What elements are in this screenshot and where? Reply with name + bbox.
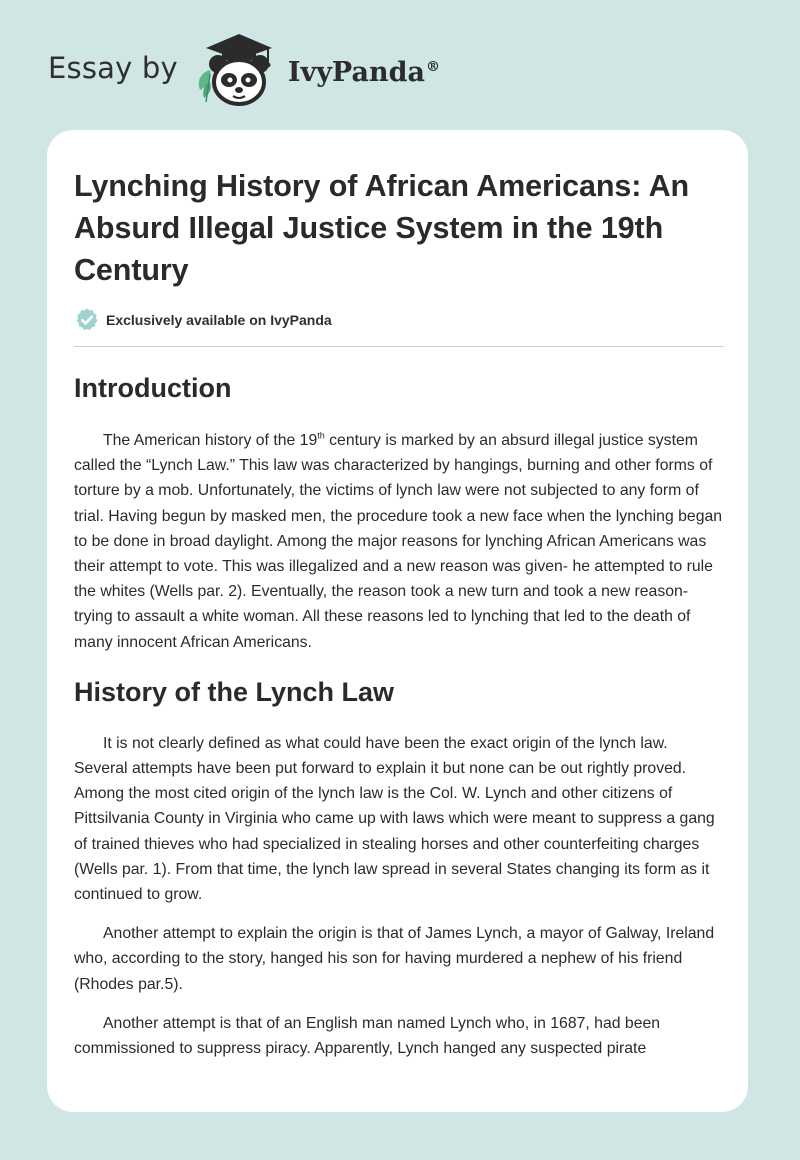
essay-card <box>47 130 748 1112</box>
section-heading-introduction: Introduction <box>74 373 232 403</box>
paragraph: The American history of the 19th century is marked by an absurd illegal justice system called the “Lynch Law.” This law was characterized by hangings, burning and other forms of torture by a mob. Unfortunately, the victims of lynch law were not subjected to any form of trial. Having begun by masked men, the procedure took a new face when the lynching began to be done in broad daylight. Among the major reasons for lynching African Americans was their attempt to vote. This was illegalized and a new reason was given- he attempted to rule the whites (Wells par. 2). Eventually, the reason took a new turn and took a new reason- trying to assault a white woman. All these reasons led to lynching that led to the death of many innocent African Americans. <box>74 430 723 651</box>
registered-mark: ® <box>425 58 440 75</box>
ivypanda-logo-text[interactable]: IvyPanda® <box>287 56 440 88</box>
site-header <box>48 30 440 110</box>
exclusive-label: Exclusively available on IvyPanda <box>106 312 332 328</box>
paragraph: It is not clearly defined as what could have been the exact origin of the lynch law. Several attempts have been put forward to explain it but none can be out rightly proved. Among the most cited origin of the lynch law is the Col. W. Lynch and other citizens of Pittsilvania County in Virginia who came up with laws which were meant to suppress a gang of trained thieves who had specialized in stealing horses and other counterfeiting charges (Wells par. 1). From that time, the lynch law spread in several States changing its form as it continued to grow. <box>74 734 715 904</box>
paragraph: Another attempt to explain the origin is that of James Lynch, a mayor of Galway, Ireland who, according to the story, hanged his son for having murdered a nephew of his friend (Rhodes par.5). <box>74 925 715 993</box>
paragraph: Another attempt is that of an English man named Lynch who, in 1687, had been commissioned to suppress piracy. Apparently, Lynch hanged any suspected pirate <box>74 1014 661 1058</box>
essay-by-label: Essay by <box>48 51 178 85</box>
checkmark-icon <box>74 307 100 333</box>
page-title: Lynching History of African Americans: An Absurd Illegal Justice System in the 19th Century <box>74 169 690 287</box>
exclusive-badge <box>74 307 724 333</box>
title-divider <box>74 346 724 347</box>
panda-graduate-icon <box>192 30 286 110</box>
section-heading-history: History of the Lynch Law <box>74 676 395 707</box>
